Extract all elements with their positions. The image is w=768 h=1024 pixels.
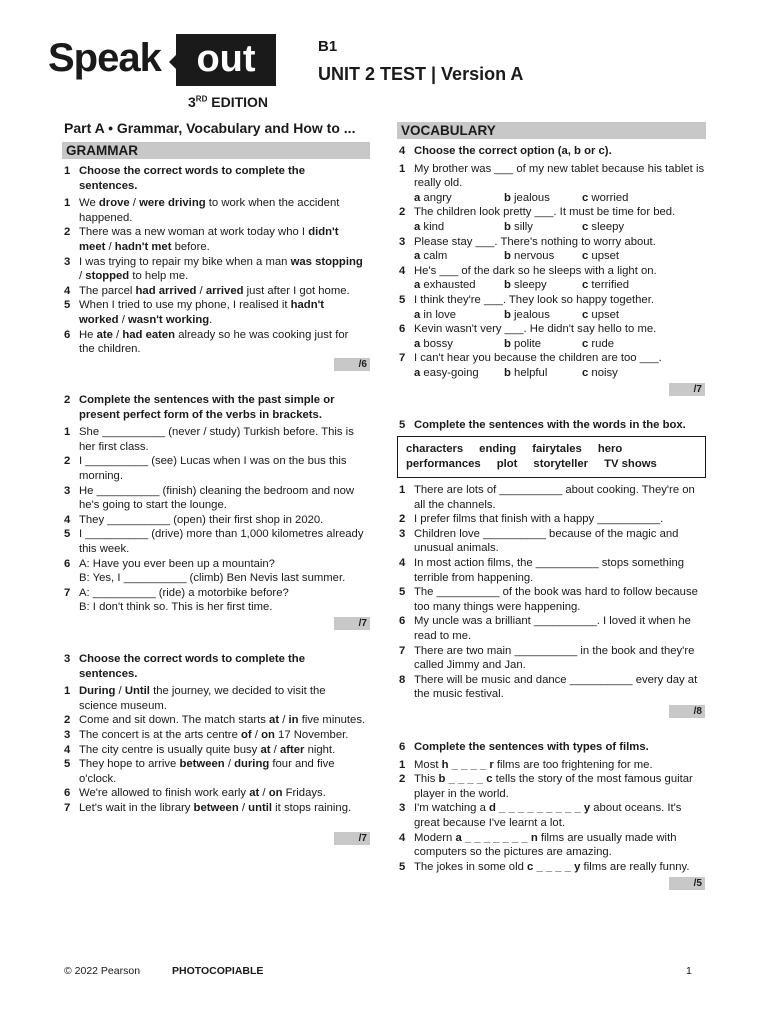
question-item [399, 162, 705, 191]
option-b: b helpful [504, 366, 548, 379]
question-item [399, 673, 705, 702]
question-number: 3 [399, 235, 406, 248]
question-text: Children love __________ because of the magic and unusual animals. [414, 527, 679, 555]
option-a: a bossy [414, 337, 453, 350]
footer-page-number: 1 [686, 965, 692, 977]
exercise-3-score: /7 [334, 832, 370, 845]
speakout-logo [48, 34, 280, 112]
box-word: hero [597, 443, 623, 455]
question-item [64, 284, 366, 299]
question-item [399, 293, 705, 308]
question-item [399, 512, 705, 527]
instruction-text: Complete the sentences with types of films. [414, 741, 649, 753]
option-a-text: exhausted [423, 279, 476, 292]
option-b: stopped [85, 270, 130, 283]
question-number: 6 [64, 328, 71, 341]
question-item [64, 757, 366, 786]
question-item [64, 513, 366, 528]
answer-options [399, 366, 705, 381]
question-text: I prefer films that finish with a happy __________. [414, 513, 664, 526]
option-b: were driving [139, 197, 206, 210]
instruction-text: Complete the sentences with the words in the box. [414, 419, 686, 431]
question-number: 4 [64, 513, 71, 526]
option-b: b silly [504, 220, 533, 233]
box-word: TV shows [604, 457, 657, 470]
question-number: 6 [64, 787, 71, 800]
question-text: Most [414, 758, 442, 771]
logo-out-text: out [176, 34, 276, 86]
word-hint: d _ _ _ _ _ _ _ _ _ y [489, 802, 591, 815]
box-word: ending [479, 443, 517, 455]
question-item [64, 586, 366, 615]
option-c-text: upset [591, 250, 620, 263]
question-text: I'm watching a [414, 802, 489, 815]
footer-copyright: © 2022 Pearson [64, 965, 141, 977]
option-separator: / [79, 270, 86, 283]
question-number: 1 [64, 197, 71, 210]
option-b-text: nervous [514, 250, 555, 263]
option-a: hadn't worked [79, 299, 325, 326]
question-item [399, 758, 705, 773]
grammar-heading: GRAMMAR [62, 142, 370, 159]
question-text: I __________ (drive) more than 1,000 kilometres already this week. [79, 528, 364, 555]
option-b: after [279, 743, 305, 756]
question-item [399, 235, 705, 250]
box-word: plot [496, 457, 518, 470]
question-text: The concert is at the arts centre [79, 728, 241, 741]
option-a-text: angry [423, 191, 452, 204]
option-a-text: easy-going [423, 366, 479, 379]
option-b: b nervous [504, 250, 555, 263]
question-text: She __________ (never / study) Turkish before. This is her first class. [79, 426, 354, 453]
footer-photocopiable: PHOTOCOPIABLE [172, 965, 264, 977]
logo-edition: 3RD EDITION [188, 94, 269, 110]
option-c-text: rude [591, 337, 615, 350]
exercise-2 [64, 393, 366, 615]
question-text: tells the story of the most famous guitar player in the world. [414, 773, 693, 800]
question-text: four and five o'clock. [79, 758, 335, 785]
exercise-4-score: /7 [669, 383, 705, 396]
option-b: in [288, 714, 299, 727]
option-c: c upset [582, 250, 620, 263]
question-item [399, 585, 705, 614]
question-item [399, 860, 705, 875]
question-number: 3 [64, 728, 71, 741]
option-b-text: sleepy [514, 279, 547, 292]
question-text: before. [171, 240, 210, 253]
question-text: . [209, 313, 213, 326]
box-word: performances [406, 457, 481, 470]
option-c: c worried [582, 191, 629, 204]
option-b-text: helpful [514, 366, 548, 379]
word-hint: b _ _ _ _ c [438, 773, 493, 786]
question-number: 1 [399, 484, 406, 496]
question-text: about oceans. It's great because I've learnt a lot. [414, 802, 682, 829]
question-number: 1 [64, 685, 71, 698]
option-a: of [241, 728, 252, 741]
question-item [64, 786, 366, 801]
question-number: 4 [64, 284, 71, 297]
question-number: 2 [399, 513, 406, 526]
exercise-number: 3 [64, 653, 71, 665]
instruction-text: Choose the correct words to complete the sentences. [79, 165, 305, 192]
option-a: a calm [414, 250, 448, 263]
question-text: films are really funny. [580, 860, 690, 873]
question-text: The jokes in some old [414, 860, 528, 873]
option-c: c rude [582, 337, 615, 350]
answer-options [399, 337, 705, 352]
question-number: 1 [399, 758, 406, 771]
option-b-text: jealous [514, 308, 550, 321]
question-text: night. [304, 743, 336, 756]
option-separator: / [115, 685, 125, 698]
option-separator: / [112, 328, 123, 341]
word-hint: a _ _ _ _ _ _ _ n [455, 831, 538, 844]
option-b: arrived [205, 284, 244, 297]
option-a: between [179, 758, 225, 771]
word-hint: h _ _ _ _ r [441, 758, 494, 771]
question-number: 3 [64, 484, 71, 497]
question-text: A: Have you ever been up a mountain? [79, 557, 275, 570]
question-number: 4 [399, 264, 406, 277]
question-number: 1 [64, 426, 71, 439]
question-item [64, 801, 366, 816]
question-number: 6 [399, 323, 406, 336]
question-text: He's ___ of the dark so he sleeps with a light on. [414, 264, 657, 277]
question-number: 7 [64, 586, 71, 599]
question-text: Fridays. [282, 787, 326, 800]
question-number: 5 [64, 299, 71, 312]
option-a: a kind [414, 220, 445, 233]
question-item [399, 322, 705, 337]
question-text: There will be music and dance __________ every day at the music festival. [414, 673, 698, 701]
question-text: 17 November. [274, 728, 349, 741]
question-number: 2 [399, 773, 406, 786]
question-item [399, 644, 705, 673]
part-a-heading: Part A • Grammar, Vocabulary and How to ... [64, 120, 356, 136]
question-number: 4 [399, 831, 406, 844]
question-item [64, 255, 366, 284]
exercise-number: 2 [64, 394, 71, 406]
option-c: c upset [582, 308, 620, 321]
option-b-text: jealous [514, 191, 550, 204]
option-a: between [193, 801, 239, 814]
question-text: B: I don't think so. This is her first time. [79, 601, 273, 614]
question-item [64, 684, 366, 713]
question-item [64, 196, 366, 225]
question-text: already so he was cooking just for the children. [79, 328, 349, 356]
question-number: 5 [399, 586, 406, 599]
question-number: 7 [399, 644, 406, 657]
answer-options [399, 308, 705, 323]
exercise-1 [64, 164, 366, 357]
question-text: The children look pretty ___. It must be time for bed. [414, 206, 676, 219]
question-item [399, 205, 705, 220]
question-text: They hope to arrive [79, 758, 180, 771]
answer-options [399, 191, 705, 206]
question-item [399, 264, 705, 279]
option-b: until [248, 801, 273, 814]
question-number: 3 [399, 527, 406, 540]
question-item [399, 351, 705, 366]
option-b: on [261, 728, 275, 741]
question-text: Kevin wasn't very ___. He didn't say hello to me. [414, 323, 657, 336]
page-title: UNIT 2 TEST | Version A [318, 64, 524, 84]
vocabulary-heading: VOCABULARY [397, 122, 706, 139]
exercise-number: 6 [399, 741, 406, 753]
exercise-1-score: /6 [334, 358, 370, 371]
question-item [64, 484, 366, 513]
question-number: 2 [64, 226, 71, 239]
question-item [399, 483, 705, 512]
exercise-instruction [64, 393, 366, 422]
question-item [64, 713, 366, 728]
question-number: 8 [399, 673, 406, 686]
question-number: 4 [399, 556, 406, 569]
question-text: Please stay ___. There's nothing to worry about. [414, 235, 656, 248]
exercise-5-instruction [399, 418, 705, 436]
question-number: 5 [64, 758, 71, 771]
exercise-number: 4 [399, 145, 406, 157]
option-b: during [234, 758, 270, 771]
word-box [397, 436, 706, 478]
answer-options [399, 249, 705, 264]
instruction-text: Choose the correct words to complete the sentences. [79, 653, 305, 680]
question-number: 7 [64, 801, 71, 814]
exercise-6 [399, 740, 705, 874]
question-text: In most action films, the __________ stops something terrible from happening. [414, 556, 685, 584]
box-word: fairytales [532, 443, 582, 455]
question-text: There are two main __________ in the book and they're called Jimmy and Jan. [414, 644, 695, 672]
option-c-text: sleepy [591, 220, 625, 233]
exercise-number: 5 [399, 419, 406, 431]
question-number: 2 [64, 455, 71, 468]
question-text: He __________ (finish) cleaning the bedroom and now he's going to start the lounge. [79, 484, 355, 512]
question-item [64, 298, 366, 327]
question-number: 6 [399, 615, 406, 628]
word-box-row-2 [406, 457, 697, 472]
question-number: 5 [64, 528, 71, 541]
question-text: He [79, 328, 97, 341]
question-item [399, 772, 705, 801]
exercise-number: 1 [64, 165, 71, 177]
option-b: b polite [504, 337, 542, 350]
option-c: c sleepy [582, 220, 625, 233]
question-item [399, 614, 705, 643]
question-text: We're allowed to finish work early [79, 787, 250, 800]
question-text: My brother was ___ of my new tablet because his tablet is really old. [414, 162, 705, 190]
question-number: 2 [64, 714, 71, 727]
question-number: 5 [399, 860, 406, 873]
exercise-3 [64, 652, 366, 816]
question-text: the journey, we decided to visit the science museum. [79, 685, 326, 712]
exercise-5-score: /8 [669, 705, 705, 718]
exercise-instruction [64, 652, 366, 681]
question-number: 7 [399, 352, 406, 365]
option-a-text: kind [423, 220, 445, 233]
option-b: b sleepy [504, 279, 547, 292]
option-b-text: polite [514, 337, 542, 350]
logo-speak-text: Speak [48, 36, 161, 80]
question-text: My uncle was a brilliant __________. I loved it when he read to me. [414, 615, 691, 642]
question-text: There was a new woman at work today who I [79, 226, 309, 239]
option-separator: / [129, 197, 140, 210]
question-text: The __________ of the book was hard to follow because too many things were happening. [414, 586, 698, 613]
option-a: drove [98, 197, 130, 210]
question-text: I can't hear you because the children are too ___. [414, 352, 662, 365]
question-item [64, 225, 366, 254]
option-separator: / [238, 801, 249, 814]
question-item [64, 527, 366, 556]
question-number: 3 [399, 802, 406, 815]
option-a: a in love [414, 308, 457, 321]
option-a-text: calm [423, 250, 448, 263]
question-item [64, 425, 366, 454]
question-text: They __________ (open) their first shop in 2020. [79, 513, 324, 526]
option-separator: / [279, 714, 289, 727]
option-c: c terrified [582, 279, 630, 292]
option-c-text: noisy [591, 366, 618, 379]
option-a: a exhausted [414, 279, 476, 292]
option-a: at [249, 787, 260, 800]
option-c: c noisy [582, 366, 618, 379]
question-item [64, 454, 366, 483]
question-item [399, 556, 705, 585]
option-b: hadn't met [114, 240, 172, 253]
question-item [64, 328, 366, 357]
option-b: Until [124, 685, 150, 698]
option-separator: / [224, 758, 235, 771]
question-text: This [414, 773, 439, 786]
option-c-text: worried [591, 191, 629, 204]
option-c-text: terrified [591, 279, 630, 292]
option-a: at [269, 714, 280, 727]
option-c-text: upset [591, 308, 620, 321]
question-text: I think they're ___. They look so happy together. [414, 293, 654, 306]
question-text: to help me. [129, 270, 189, 283]
option-separator: / [118, 313, 128, 326]
option-separator: / [270, 743, 280, 756]
option-b: on [268, 787, 283, 800]
question-text: We [79, 197, 99, 210]
question-item [64, 728, 366, 743]
option-b-text: silly [514, 220, 533, 233]
option-a: at [260, 743, 271, 756]
exercise-instruction [399, 740, 705, 755]
question-item [64, 557, 366, 586]
question-text: B: Yes, I __________ (climb) Ben Nevis last summer. [79, 572, 346, 585]
option-b: b jealous [504, 191, 550, 204]
exercise-4 [399, 144, 705, 381]
question-item [399, 527, 705, 556]
option-a: didn't meet [79, 226, 339, 253]
instruction-text: Choose the correct option (a, b or c). [414, 145, 612, 157]
option-a: a angry [414, 191, 452, 204]
option-a: ate [96, 328, 113, 341]
exercise-instruction [399, 144, 705, 159]
option-a: had arrived [135, 284, 197, 297]
question-text: When I tried to use my phone, I realised it [79, 299, 291, 312]
option-a: was stopping [290, 255, 363, 268]
question-text: The city centre is usually quite busy [79, 743, 261, 756]
question-text: it stops raining. [272, 801, 352, 814]
question-number: 6 [64, 557, 71, 570]
option-b: b jealous [504, 308, 550, 321]
option-b: wasn't working [127, 313, 210, 326]
question-item [399, 831, 705, 860]
option-a-text: in love [423, 308, 457, 321]
question-text: Come and sit down. The match starts [79, 714, 270, 727]
instruction-text: Complete the sentences with the past simple or present perfect form of the verbs in brackets. [79, 394, 335, 421]
question-text: just after I got home. [243, 284, 350, 297]
option-b: had eaten [122, 328, 176, 341]
question-number: 3 [64, 255, 71, 268]
question-text: The parcel [79, 284, 136, 297]
question-text: Let's wait in the library [79, 801, 194, 814]
option-separator: / [259, 787, 269, 800]
option-separator: / [196, 284, 206, 297]
word-box-row-1 [406, 442, 697, 457]
answer-options [399, 278, 705, 293]
option-a: a easy-going [414, 366, 479, 379]
option-separator: / [251, 728, 262, 741]
question-number: 1 [399, 162, 406, 175]
answer-options [399, 220, 705, 235]
exercise-instruction [399, 418, 705, 433]
question-number: 2 [399, 206, 406, 219]
question-text: A: __________ (ride) a motorbike before? [79, 586, 289, 599]
question-text: five minutes. [298, 714, 366, 727]
option-a: During [79, 685, 116, 698]
question-text: I __________ (see) Lucas when I was on the bus this morning. [79, 455, 347, 482]
option-separator: / [105, 240, 115, 253]
option-a-text: bossy [423, 337, 453, 350]
word-hint: c _ _ _ _ y [527, 860, 581, 873]
exercise-5 [399, 483, 705, 702]
question-number: 5 [399, 293, 406, 306]
exercise-6-score: /5 [669, 877, 705, 890]
level-label: B1 [318, 38, 338, 55]
exercise-instruction [64, 164, 366, 193]
question-text: films are usually made with computers so the pictures are amazing. [414, 831, 677, 859]
question-item [399, 801, 705, 830]
question-text: films are too frightening for me. [493, 758, 653, 771]
box-word: storyteller [533, 457, 589, 470]
exercise-2-score: /7 [334, 617, 370, 630]
question-item [64, 743, 366, 758]
question-text: I was trying to repair my bike when a man [79, 255, 291, 268]
box-word: characters [406, 443, 464, 455]
question-text: There are lots of __________ about cooking. They're on all the channels. [414, 484, 695, 511]
question-text: Modern [414, 831, 456, 844]
question-text: to work when the accident happened. [79, 197, 340, 224]
question-number: 4 [64, 743, 71, 756]
